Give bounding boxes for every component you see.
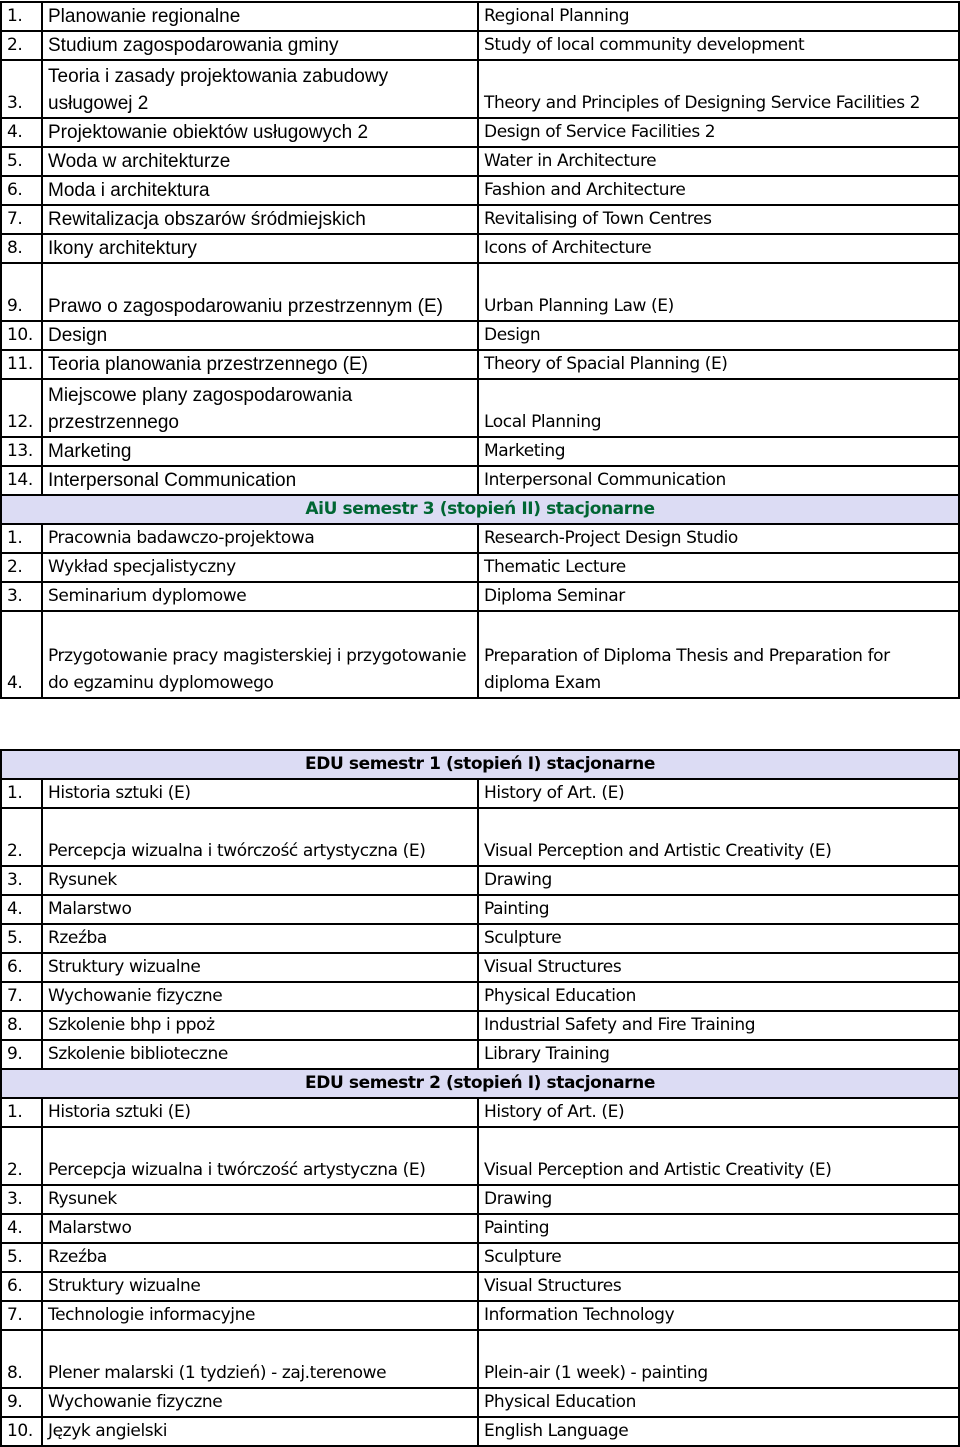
course-name-polish: Prawo o zagospodarowaniu przestrzennym (E) (42, 263, 478, 321)
course-name-english: Research-Project Design Studio (478, 524, 959, 553)
table-row (1, 524, 959, 553)
table-row (1, 553, 959, 582)
row-number: 12. (1, 379, 42, 437)
edu-semester-2-section (1, 1069, 959, 1098)
row-number: 4. (1, 611, 42, 698)
edu-semester-1-section (1, 750, 959, 779)
course-table-aiu (0, 1, 960, 699)
course-name-english: Preparation of Diploma Thesis and Preparation for diploma Exam (478, 611, 959, 698)
row-number: 5. (1, 924, 42, 953)
table-row (1, 1214, 959, 1243)
course-name-english: Library Training (478, 1040, 959, 1069)
course-name-polish: Wychowanie fizyczne (42, 982, 478, 1011)
course-name-english: Design (478, 321, 959, 350)
row-number: 6. (1, 953, 42, 982)
course-name-english: Water in Architecture (478, 147, 959, 176)
table-row (1, 60, 959, 118)
course-name-english: Urban Planning Law (E) (478, 263, 959, 321)
table-row (1, 924, 959, 953)
row-number: 4. (1, 118, 42, 147)
course-name-english: History of Art. (E) (478, 779, 959, 808)
course-name-polish: Przygotowanie pracy magisterskiej i przygotowanie do egzaminu dyplomowego (42, 611, 478, 698)
course-name-english: Sculpture (478, 1243, 959, 1272)
table-row (1, 466, 959, 495)
course-name-english: Design of Service Facilities 2 (478, 118, 959, 147)
row-number: 1. (1, 1098, 42, 1127)
table-row (1, 1098, 959, 1127)
course-name-english: Visual Perception and Artistic Creativity (E) (478, 808, 959, 866)
course-name-polish: Moda i architektura (42, 176, 478, 205)
row-number: 1. (1, 779, 42, 808)
row-number: 6. (1, 176, 42, 205)
course-name-polish: Rysunek (42, 866, 478, 895)
table-row (1, 1330, 959, 1388)
table-row (1, 866, 959, 895)
course-name-polish: Rysunek (42, 1185, 478, 1214)
row-number: 9. (1, 1040, 42, 1069)
table-row (1, 2, 959, 31)
row-number: 2. (1, 808, 42, 866)
course-name-polish: Pracownia badawczo-projektowa (42, 524, 478, 553)
table-row (1, 808, 959, 866)
course-name-english: History of Art. (E) (478, 1098, 959, 1127)
course-name-english: Visual Structures (478, 953, 959, 982)
row-number: 3. (1, 866, 42, 895)
course-name-english: Industrial Safety and Fire Training (478, 1011, 959, 1040)
course-name-polish: Historia sztuki (E) (42, 779, 478, 808)
course-name-english: Sculpture (478, 924, 959, 953)
table-row (1, 1185, 959, 1214)
course-name-polish: Interpersonal Communication (42, 466, 478, 495)
course-name-polish: Wykład specjalistyczny (42, 553, 478, 582)
course-name-polish: Miejscowe plany zagospodarowania przestrzennego (42, 379, 478, 437)
table-row (1, 1272, 959, 1301)
course-name-polish: Język angielski (42, 1417, 478, 1446)
section-header-row (1, 1069, 959, 1098)
course-name-polish: Woda w architekturze (42, 147, 478, 176)
course-name-english: Icons of Architecture (478, 234, 959, 263)
row-number: 3. (1, 60, 42, 118)
course-name-polish: Szkolenie bhp i ppoż (42, 1011, 478, 1040)
table-row (1, 437, 959, 466)
table-row (1, 1301, 959, 1330)
course-name-english: English Language (478, 1417, 959, 1446)
course-name-english: Theory of Spacial Planning (E) (478, 350, 959, 379)
course-name-polish: Technologie informacyjne (42, 1301, 478, 1330)
course-name-english: Physical Education (478, 982, 959, 1011)
table-row (1, 1243, 959, 1272)
row-number: 7. (1, 205, 42, 234)
table-row (1, 147, 959, 176)
course-name-polish: Struktury wizualne (42, 953, 478, 982)
course-name-polish: Szkolenie biblioteczne (42, 1040, 478, 1069)
course-name-english: Physical Education (478, 1388, 959, 1417)
course-name-english: Drawing (478, 866, 959, 895)
table-row (1, 953, 959, 982)
row-number: 10. (1, 321, 42, 350)
course-name-english: Visual Structures (478, 1272, 959, 1301)
course-name-english: Revitalising of Town Centres (478, 205, 959, 234)
course-name-english: Painting (478, 1214, 959, 1243)
edu1-course-rows (1, 779, 959, 1069)
course-name-polish: Teoria i zasady projektowania zabudowy usługowej 2 (42, 60, 478, 118)
table-row (1, 118, 959, 147)
section-header-text: AiU semestr 3 (stopień II) stacjonarne (305, 499, 655, 519)
row-number: 1. (1, 524, 42, 553)
course-table-edu (0, 749, 960, 1447)
course-name-english: Theory and Principles of Designing Service Facilities 2 (478, 60, 959, 118)
table-row (1, 1011, 959, 1040)
row-number: 11. (1, 350, 42, 379)
course-name-polish: Planowanie regionalne (42, 2, 478, 31)
table-row (1, 379, 959, 437)
course-name-polish: Design (42, 321, 478, 350)
table-row (1, 263, 959, 321)
row-number: 14. (1, 466, 42, 495)
course-name-polish: Historia sztuki (E) (42, 1098, 478, 1127)
course-name-english: Interpersonal Communication (478, 466, 959, 495)
table-row (1, 1127, 959, 1185)
course-name-english: Diploma Seminar (478, 582, 959, 611)
table-row (1, 982, 959, 1011)
row-number: 9. (1, 1388, 42, 1417)
row-number: 4. (1, 895, 42, 924)
row-number: 1. (1, 2, 42, 31)
row-number: 9. (1, 263, 42, 321)
row-number: 2. (1, 1127, 42, 1185)
row-number: 10. (1, 1417, 42, 1446)
table-row (1, 350, 959, 379)
table-row (1, 895, 959, 924)
course-name-english: Marketing (478, 437, 959, 466)
course-name-polish: Malarstwo (42, 1214, 478, 1243)
table-row (1, 1040, 959, 1069)
course-name-polish: Teoria planowania przestrzennego (E) (42, 350, 478, 379)
aiu-course-rows (1, 2, 959, 495)
row-number: 13. (1, 437, 42, 466)
course-name-english: Drawing (478, 1185, 959, 1214)
edu2-course-rows (1, 1098, 959, 1446)
row-number: 7. (1, 1301, 42, 1330)
row-number: 5. (1, 147, 42, 176)
section-header-edu-2: EDU semestr 2 (stopień I) stacjonarne (1, 1069, 959, 1098)
table-row (1, 779, 959, 808)
row-number: 4. (1, 1214, 42, 1243)
course-name-polish: Rzeźba (42, 1243, 478, 1272)
course-name-polish: Struktury wizualne (42, 1272, 478, 1301)
course-name-polish: Percepcja wizualna i twórczość artystyczna (E) (42, 808, 478, 866)
row-number: 8. (1, 234, 42, 263)
section-header-edu-1: EDU semestr 1 (stopień I) stacjonarne (1, 750, 959, 779)
table-row (1, 234, 959, 263)
course-name-polish: Ikony architektury (42, 234, 478, 263)
row-number: 8. (1, 1011, 42, 1040)
course-name-polish: Studium zagospodarowania gminy (42, 31, 478, 60)
course-name-english: Regional Planning (478, 2, 959, 31)
course-name-english: Local Planning (478, 379, 959, 437)
course-name-polish: Seminarium dyplomowe (42, 582, 478, 611)
table-row (1, 31, 959, 60)
row-number: 2. (1, 31, 42, 60)
row-number: 7. (1, 982, 42, 1011)
row-number: 3. (1, 1185, 42, 1214)
aiu-semester-3-section (1, 495, 959, 524)
section-header-row (1, 750, 959, 779)
row-number: 5. (1, 1243, 42, 1272)
course-name-polish: Projektowanie obiektów usługowych 2 (42, 118, 478, 147)
course-name-polish: Malarstwo (42, 895, 478, 924)
course-name-polish: Rzeźba (42, 924, 478, 953)
row-number: 2. (1, 553, 42, 582)
table-row (1, 611, 959, 698)
course-name-english: Fashion and Architecture (478, 176, 959, 205)
course-name-polish: Percepcja wizualna i twórczość artystyczna (E) (42, 1127, 478, 1185)
table-row (1, 582, 959, 611)
table-row (1, 1388, 959, 1417)
aiu3-course-rows (1, 524, 959, 698)
course-name-polish: Wychowanie fizyczne (42, 1388, 478, 1417)
course-name-english: Thematic Lecture (478, 553, 959, 582)
course-name-english: Painting (478, 895, 959, 924)
table-row (1, 321, 959, 350)
course-name-english: Visual Perception and Artistic Creativity (E) (478, 1127, 959, 1185)
course-name-polish: Plener malarski (1 tydzień) - zaj.terenowe (42, 1330, 478, 1388)
course-name-english: Information Technology (478, 1301, 959, 1330)
row-number: 6. (1, 1272, 42, 1301)
row-number: 8. (1, 1330, 42, 1388)
section-header-aiu-3 (1, 495, 959, 524)
section-header-row (1, 495, 959, 524)
course-name-polish: Rewitalizacja obszarów śródmiejskich (42, 205, 478, 234)
table-row (1, 176, 959, 205)
row-number: 3. (1, 582, 42, 611)
table-row (1, 1417, 959, 1446)
course-name-english: Study of local community development (478, 31, 959, 60)
course-name-english: Plein-air (1 week) - painting (478, 1330, 959, 1388)
course-name-polish: Marketing (42, 437, 478, 466)
table-row (1, 205, 959, 234)
